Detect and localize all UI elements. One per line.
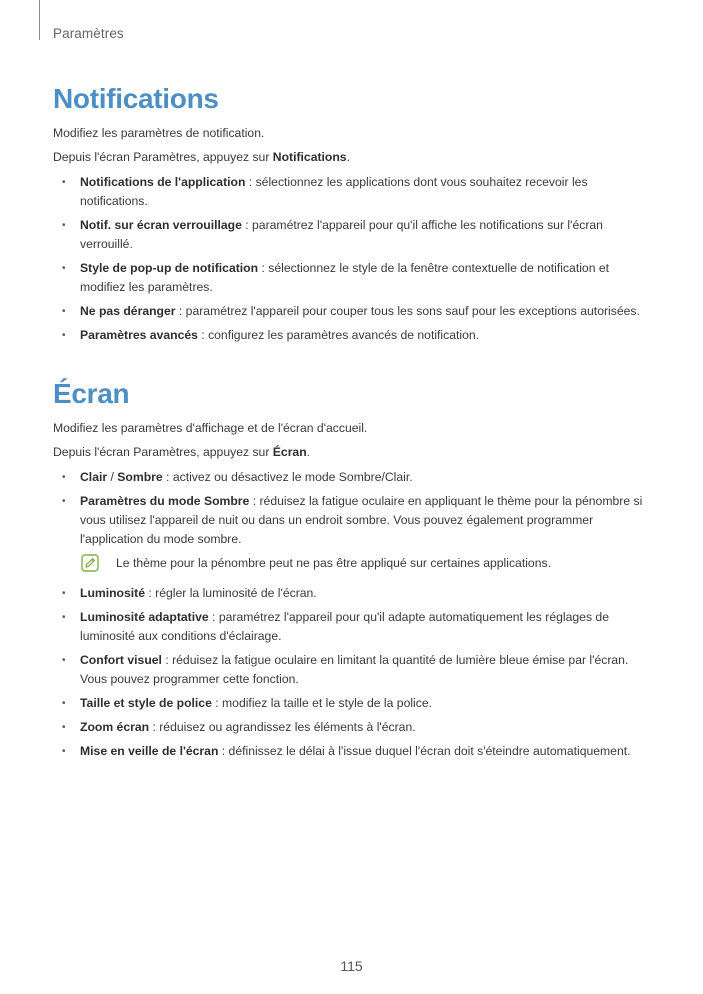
item-desc: : définissez le délai à l'issue duquel l'écran doit s'éteindre automatiquement. (218, 744, 631, 758)
item-term: Notif. sur écran verrouillage (80, 218, 242, 232)
list-item (53, 302, 653, 321)
item-term: Taille et style de police (80, 696, 212, 710)
path-suffix: . (346, 150, 350, 164)
item-term: Confort visuel (80, 653, 162, 667)
item-desc: : activez ou désactivez le mode Sombre/Clair. (162, 470, 413, 484)
item-desc: : configurez les paramètres avancés de notification. (197, 328, 480, 342)
list-item (53, 651, 653, 689)
section-header: Paramètres (53, 26, 124, 41)
ecran-title: Écran (53, 378, 130, 409)
notifications-list (53, 173, 653, 345)
list-item (53, 742, 653, 761)
page-number: 115 (340, 958, 363, 974)
item-desc: : réduisez la fatigue oculaire en limitant la quantité de lumière bleue émise par l'écran. Vous pouvez programmer cette fonction. (80, 653, 629, 686)
notifications-title: Notifications (53, 83, 219, 114)
path-suffix: . (306, 445, 311, 459)
note-pencil-icon (81, 554, 99, 572)
list-item (53, 173, 653, 211)
page-content (53, 80, 653, 766)
item-term: Sombre (117, 470, 163, 484)
item-desc: : réduisez la fatigue oculaire en appliquant le thème pour la pénombre si vous utilisez l'appareil de nuit ou dans un endroit sombre. Vous pouvez également programmer l'application du mode sombre. (80, 494, 643, 546)
list-item (53, 718, 653, 737)
path-target: Notifications (272, 150, 347, 164)
item-desc: : réduisez ou agrandissez les éléments à l'écran. (149, 720, 416, 734)
list-item (53, 608, 653, 646)
path-target: Écran (272, 445, 307, 459)
item-desc: : paramétrez l'appareil pour qu'il adapte automatiquement les réglages de luminosité aux conditions d'éclairage. (80, 610, 609, 643)
note-text: Le thème pour la pénombre peut ne pas être appliqué sur certaines applications. (116, 556, 551, 570)
ecran-list-top (53, 468, 653, 549)
path-prefix: Depuis l'écran Paramètres, appuyez sur (53, 445, 273, 459)
list-item (53, 468, 653, 487)
item-term: Mise en veille de l'écran (80, 744, 219, 758)
path-prefix: Depuis l'écran Paramètres, appuyez sur (53, 150, 273, 164)
item-desc: : régler la luminosité de l'écran. (145, 586, 317, 600)
list-item (53, 694, 653, 713)
item-term: Style de pop-up de notification (80, 261, 259, 275)
item-term: Luminosité adaptative (80, 610, 209, 624)
ecran-list-bottom (53, 584, 653, 761)
item-term: Zoom écran (80, 720, 150, 734)
item-term: Luminosité (80, 586, 146, 600)
item-desc: : paramétrez l'appareil pour couper tous les sons sauf pour les exceptions autorisées. (175, 304, 640, 318)
item-term: Notifications de l'application (80, 175, 246, 189)
note (53, 554, 653, 573)
list-item (53, 326, 653, 345)
list-item (53, 259, 653, 297)
item-desc: : sélectionnez le style de la fenêtre contextuelle de notification et modifiez les paramètres. (80, 261, 610, 294)
item-desc: : modifiez la taille et le style de la police. (211, 696, 433, 710)
item-term: Clair (80, 470, 108, 484)
ecran-path (53, 444, 653, 461)
item-desc: : paramétrez l'appareil pour qu'il affiche les notifications sur l'écran verrouillé. (80, 218, 603, 251)
list-item (53, 492, 653, 549)
notifications-intro: Modifiez les paramètres de notification. (53, 126, 265, 140)
list-item (53, 216, 653, 254)
header-rule (39, 0, 40, 40)
item-term: Ne pas déranger (80, 304, 176, 318)
list-item (53, 584, 653, 603)
item-term: Paramètres avancés (80, 328, 198, 342)
item-desc: : sélectionnez les applications dont vous souhaitez recevoir les notifications. (80, 175, 588, 208)
item-term: Paramètres du mode Sombre (80, 494, 250, 508)
notifications-path (53, 149, 653, 166)
ecran-intro: Modifiez les paramètres d'affichage et de l'écran d'accueil. (53, 421, 368, 435)
item-sep: / (107, 470, 118, 484)
